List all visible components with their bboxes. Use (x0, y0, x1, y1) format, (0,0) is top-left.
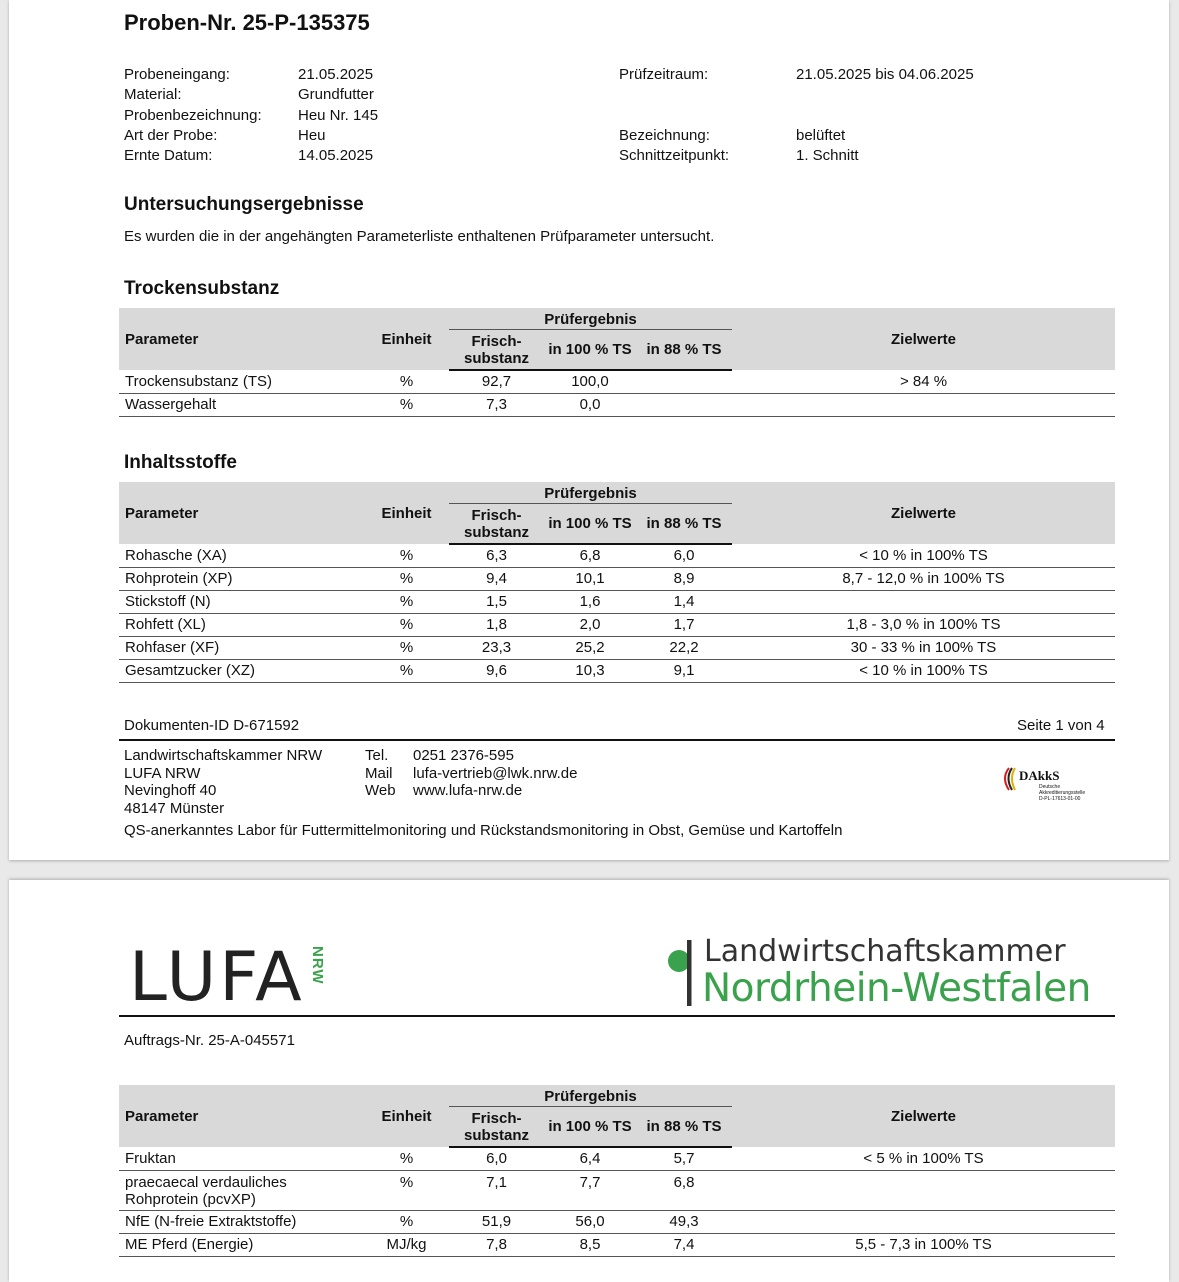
cell-param: Gesamtzucker (XZ) (119, 659, 364, 682)
cell-ts88 (636, 370, 732, 393)
meta-value: Heu Nr. 145 (298, 107, 379, 124)
cell-frisch: 7,3 (449, 393, 544, 416)
meta-label: Material: (124, 86, 182, 103)
col-header-pruefergebnis: Prüfergebnis (449, 1085, 732, 1107)
meta-value: 14.05.2025 (298, 147, 374, 164)
lwk-leaf-icon (667, 938, 703, 1008)
table-row (119, 1170, 1115, 1210)
col-header-ts88: in 88 % TS (636, 330, 732, 370)
cell-frisch: 6,3 (449, 544, 544, 567)
cell-ts88: 49,3 (636, 1210, 732, 1233)
cell-frisch: 9,6 (449, 659, 544, 682)
cell-frisch: 23,3 (449, 636, 544, 659)
page-number: Seite 1 von 4 (1017, 717, 1105, 734)
col-header-einheit: Einheit (364, 1085, 449, 1147)
cell-unit: % (364, 590, 449, 613)
cell-ziel: < 10 % in 100% TS (732, 659, 1115, 682)
table-row (119, 1210, 1115, 1233)
cell-frisch: 1,5 (449, 590, 544, 613)
cell-ziel: 1,8 - 3,0 % in 100% TS (732, 613, 1115, 636)
col-header-ts100: in 100 % TS (544, 504, 636, 544)
cell-unit: % (364, 636, 449, 659)
cell-unit: % (364, 567, 449, 590)
col-header-pruefergebnis: Prüfergebnis (449, 308, 732, 330)
col-header-zielwerte: Zielwerte (732, 1085, 1115, 1147)
contact-label: Web (365, 782, 396, 799)
report-page-1 (9, 0, 1169, 860)
cell-param: ME Pferd (Energie) (119, 1233, 364, 1256)
cell-ziel: 30 - 33 % in 100% TS (732, 636, 1115, 659)
qs-accreditation-note: QS-anerkanntes Labor für Futtermittelmonitoring und Rückstandsmonitoring in Obst, Gemüse und Kartoffeln (124, 822, 843, 839)
cell-param: Fruktan (119, 1147, 364, 1170)
cell-ts88: 6,8 (636, 1170, 732, 1210)
cell-ziel: 8,7 - 12,0 % in 100% TS (732, 567, 1115, 590)
footer-org-line: LUFA NRW (124, 764, 201, 782)
cell-ziel (732, 1170, 1115, 1210)
table-row (119, 393, 1115, 416)
footer-contact-values (413, 747, 577, 800)
meta-value: Grundfutter (298, 86, 374, 103)
inhaltsstoffe-table (119, 482, 1115, 683)
section-heading-results: Untersuchungsergebnisse (124, 194, 364, 215)
cell-ts88: 22,2 (636, 636, 732, 659)
report-page-2 (9, 880, 1169, 1282)
footer-address (124, 747, 322, 817)
cell-ts88 (636, 393, 732, 416)
cell-unit: % (364, 1147, 449, 1170)
cell-param: Rohasche (XA) (119, 544, 364, 567)
cell-param: Rohprotein (XP) (119, 567, 364, 590)
meta-label: Bezeichnung: (619, 127, 710, 144)
cell-ziel: 5,5 - 7,3 in 100% TS (732, 1233, 1115, 1256)
cell-ts88: 1,4 (636, 590, 732, 613)
meta-label: Ernte Datum: (124, 147, 213, 164)
meta-label: Prüfzeitraum: (619, 66, 709, 83)
cell-ziel: < 5 % in 100% TS (732, 1147, 1115, 1170)
document-id: Dokumenten-ID D-671592 (124, 717, 300, 734)
table-row (119, 590, 1115, 613)
col-header-einheit: Einheit (364, 308, 449, 370)
table-row (119, 567, 1115, 590)
cell-unit: % (364, 544, 449, 567)
meta-label: Schnittzeitpunkt: (619, 147, 730, 164)
cell-ts88: 8,9 (636, 567, 732, 590)
table-row (119, 613, 1115, 636)
cell-ts100: 1,6 (544, 590, 636, 613)
cell-ziel (732, 393, 1115, 416)
meta-label: Probenbezeichnung: (124, 107, 262, 124)
cell-frisch: 1,8 (449, 613, 544, 636)
cell-ts100: 10,3 (544, 659, 636, 682)
col-header-ts100: in 100 % TS (544, 330, 636, 370)
cell-ziel (732, 590, 1115, 613)
order-number: Auftrags-Nr. 25-A-045571 (124, 1032, 295, 1049)
col-header-ts88: in 88 % TS (636, 1107, 732, 1147)
cell-param: NfE (N-freie Extraktstoffe) (119, 1210, 364, 1233)
section-heading-inhaltsstoffe: Inhaltsstoffe (124, 452, 237, 473)
lufa-nrw-logo: NRW (309, 946, 326, 985)
meta-label: Probeneingang: (124, 66, 230, 83)
cell-ts100: 2,0 (544, 613, 636, 636)
cell-ts100: 100,0 (544, 370, 636, 393)
col-header-zielwerte: Zielwerte (732, 482, 1115, 544)
cell-frisch: 51,9 (449, 1210, 544, 1233)
trockensubstanz-table (119, 308, 1115, 417)
cell-ziel (732, 1210, 1115, 1233)
table-row (119, 1147, 1115, 1170)
cell-unit: % (364, 613, 449, 636)
cell-frisch: 92,7 (449, 370, 544, 393)
lwk-logo-top: Landwirtschaftskammer (704, 934, 1066, 969)
contact-label: Tel. (365, 747, 389, 764)
cell-frisch: 7,8 (449, 1233, 544, 1256)
col-header-zielwerte: Zielwerte (732, 308, 1115, 370)
cell-ts88: 9,1 (636, 659, 732, 682)
cell-ts88: 5,7 (636, 1147, 732, 1170)
cell-unit: % (364, 1210, 449, 1233)
col-header-ts100: in 100 % TS (544, 1107, 636, 1147)
table-row (119, 636, 1115, 659)
cell-param: Wassergehalt (119, 393, 364, 416)
sample-number-title: Proben-Nr. 25-P-135375 (124, 10, 370, 35)
cell-frisch: 7,1 (449, 1170, 544, 1210)
footer-org-line: Nevinghoff 40 (124, 782, 217, 799)
contact-email-link[interactable]: lufa-vertrieb@lwk.nrw.de (413, 764, 578, 782)
cell-ts100: 7,7 (544, 1170, 636, 1210)
cell-ts100: 25,2 (544, 636, 636, 659)
table-row (119, 544, 1115, 567)
col-header-parameter: Parameter (119, 308, 364, 370)
col-header-parameter: Parameter (119, 482, 364, 544)
col-header-parameter: Parameter (119, 1085, 364, 1147)
cell-ts88: 6,0 (636, 544, 732, 567)
contact-label: Mail (365, 764, 393, 782)
cell-unit: MJ/kg (364, 1233, 449, 1256)
cell-ts100: 56,0 (544, 1210, 636, 1233)
footer-contact-labels (365, 747, 396, 800)
cell-unit: % (364, 659, 449, 682)
additional-parameters-table (119, 1085, 1115, 1257)
col-header-frischsubstanz: Frisch- substanz (449, 330, 544, 370)
footer-divider (119, 739, 1115, 741)
results-intro-text: Es wurden die in der angehängten Parameterliste enthaltenen Prüfparameter untersucht. (124, 228, 715, 245)
meta-value: belüftet (796, 127, 846, 144)
col-header-frischsubstanz: Frisch- substanz (449, 1107, 544, 1147)
cell-unit: % (364, 370, 449, 393)
meta-value: Heu (298, 127, 326, 144)
meta-value: 1. Schnitt (796, 147, 859, 164)
cell-unit: % (364, 1170, 449, 1210)
cell-unit: % (364, 393, 449, 416)
lwk-logo-bottom: Nordrhein-Westfalen (702, 966, 1091, 1011)
cell-ts88: 7,4 (636, 1233, 732, 1256)
meta-label: Art der Probe: (124, 127, 218, 144)
cell-param: praecaecal verdauliches Rohprotein (pcvXP) (119, 1170, 364, 1210)
cell-param: Trockensubstanz (TS) (119, 370, 364, 393)
col-header-ts88: in 88 % TS (636, 504, 732, 544)
dakks-subtext: Deutsche Akkreditierungsstelle D-PL-17613-01-00 (1039, 784, 1086, 802)
table-row (119, 370, 1115, 393)
col-header-pruefergebnis: Prüfergebnis (449, 482, 732, 504)
meta-value: 21.05.2025 bis 04.06.2025 (796, 66, 974, 83)
cell-ts100: 10,1 (544, 567, 636, 590)
header-divider (119, 1015, 1115, 1017)
cell-param: Stickstoff (N) (119, 590, 364, 613)
footer-org-line: 48147 Münster (124, 799, 225, 817)
col-header-frischsubstanz: Frisch- substanz (449, 504, 544, 544)
cell-ziel: > 84 % (732, 370, 1115, 393)
lufa-logo: LUFA (129, 938, 305, 1017)
meta-value: 21.05.2025 (298, 66, 374, 83)
cell-frisch: 9,4 (449, 567, 544, 590)
contact-web-link[interactable]: www.lufa-nrw.de (413, 782, 523, 799)
cell-ziel: < 10 % in 100% TS (732, 544, 1115, 567)
footer-org-line: Landwirtschaftskammer NRW (124, 747, 323, 764)
dakks-accreditation-logo (999, 760, 1109, 810)
cell-ts100: 8,5 (544, 1233, 636, 1256)
section-heading-trockensubstanz: Trockensubstanz (124, 278, 280, 299)
cell-param: Rohfett (XL) (119, 613, 364, 636)
table-row (119, 1233, 1115, 1256)
cell-ts88: 1,7 (636, 613, 732, 636)
cell-ts100: 6,8 (544, 544, 636, 567)
contact-phone: 0251 2376-595 (413, 747, 514, 764)
cell-param: Rohfaser (XF) (119, 636, 364, 659)
cell-ts100: 6,4 (544, 1147, 636, 1170)
dakks-label: DAkkS (1019, 768, 1060, 783)
cell-ts100: 0,0 (544, 393, 636, 416)
col-header-einheit: Einheit (364, 482, 449, 544)
table-row (119, 659, 1115, 682)
cell-frisch: 6,0 (449, 1147, 544, 1170)
